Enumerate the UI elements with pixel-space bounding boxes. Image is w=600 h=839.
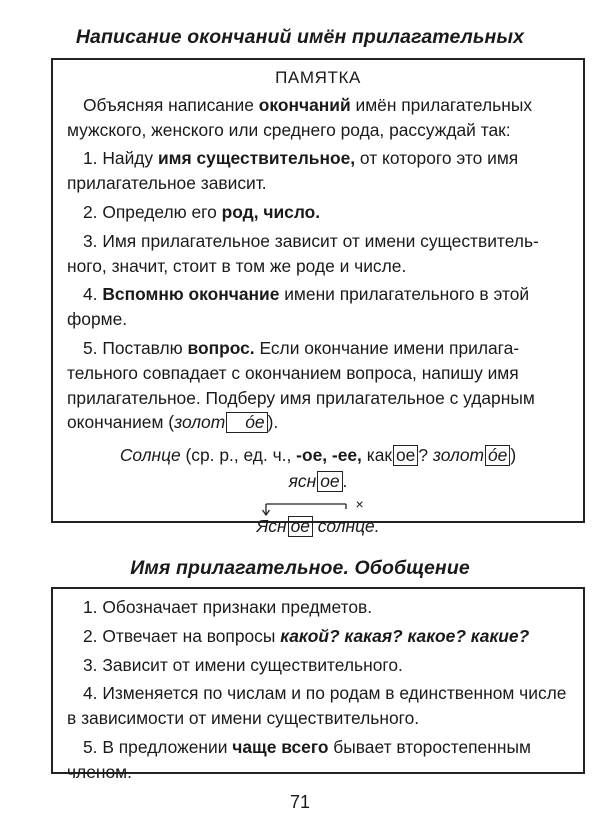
example-3-boxed-ending: ое — [288, 516, 313, 537]
example-3-phrase — [256, 495, 380, 539]
step-2-bold: род, число. — [221, 201, 321, 222]
step-1-bold: имя существительное, — [157, 148, 356, 169]
step-5-text: 5. Поставлю — [83, 337, 188, 358]
memo-intro — [67, 93, 569, 143]
page-number: 71 — [289, 792, 311, 812]
example-kak: как — [361, 445, 392, 466]
memo-intro-text-2: имён прилагательных мужского, женского или среднего рода, рассуждай так: — [67, 94, 533, 140]
summary-item-5 — [67, 735, 569, 785]
step-1-text: 1. Найду — [83, 148, 158, 169]
memo-intro-text: Объясняя написание — [83, 94, 259, 115]
step-5-close: ). — [267, 412, 279, 433]
example-line-3 — [67, 495, 569, 539]
summary-item-5-bold: чаще всего — [232, 736, 329, 757]
summary-item-4: 4. Изменяется по числам и по родам в единственном числе в зависимости от имени существительного. — [67, 683, 567, 729]
example-2-boxed-ending: ое — [317, 471, 342, 492]
section-heading-summary: Имя прилагательное. Обобщение — [130, 557, 470, 579]
example-line-2 — [67, 469, 569, 494]
step-5-text-2: Если окончание имени прилагательного совпадает с окончанием вопроса, напишу имя прилагательное. Подберу имя прилагательное с ударным окончанием ( — [67, 337, 535, 433]
summary-item-3: 3. Зависит от имени существительного. — [83, 654, 403, 675]
example-2-word: ясн — [288, 470, 317, 491]
memo-box — [51, 58, 585, 536]
summary-box — [51, 587, 585, 782]
memo-intro-bold: окончаний — [258, 94, 351, 115]
summary-item-5-text: 5. В предложении — [83, 736, 233, 757]
summary-item-2-text: 2. Отвечает на вопросы — [83, 625, 281, 646]
summary-item-2-questions: какой? какая? какое? какие? — [280, 625, 530, 646]
example-qmark: ? — [418, 445, 433, 466]
memo-step-2 — [67, 200, 569, 225]
example-boxed-ending-2: óе — [485, 445, 510, 466]
example-grammar: (ср. р., ед. ч., — [180, 445, 297, 466]
step-5-example-word: золот — [174, 412, 226, 433]
memo-step-1 — [67, 146, 569, 196]
step-1-text-2: от которого это имя прилагательное зависит. — [67, 148, 519, 194]
example-question-ending: ое — [393, 445, 418, 466]
section-heading-endings: Написание окончаний имён прилагательных — [75, 26, 525, 48]
example-noun: Солнце — [119, 445, 181, 466]
example-3-word: Ясн — [256, 515, 287, 536]
step-4-bold: Вспомню окончание — [102, 284, 280, 305]
example-word-2: золот — [432, 445, 485, 466]
example-2-dot: . — [342, 470, 348, 491]
step-4-text: 4. — [83, 284, 103, 305]
memo-step-3: 3. Имя прилагательное зависит от имени существительного, значит, стоит в том же роде и числе. — [67, 230, 539, 276]
memo-title: ПАМЯТКА — [275, 68, 361, 87]
summary-item-1: 1. Обозначает признаки предметов. — [83, 597, 373, 617]
example-close: ) — [510, 445, 517, 466]
example-line-1 — [67, 443, 569, 468]
memo-step-5 — [67, 336, 569, 435]
step-2-text: 2. Определю его — [83, 201, 222, 222]
memo-step-4 — [67, 282, 569, 332]
step-4-text-2: имени прилагательного в этой форме. — [67, 284, 530, 330]
summary-item-5-text-2: бывает второстепенным членом. — [67, 736, 531, 782]
cross-mark-icon: × — [355, 495, 364, 512]
example-3-noun: солнце. — [312, 515, 380, 536]
step-5-bold: вопрос. — [187, 337, 255, 358]
summary-item-2 — [67, 624, 569, 649]
example-endings: -ое, -ее, — [296, 445, 362, 466]
step-5-boxed-ending: óе — [226, 412, 267, 433]
